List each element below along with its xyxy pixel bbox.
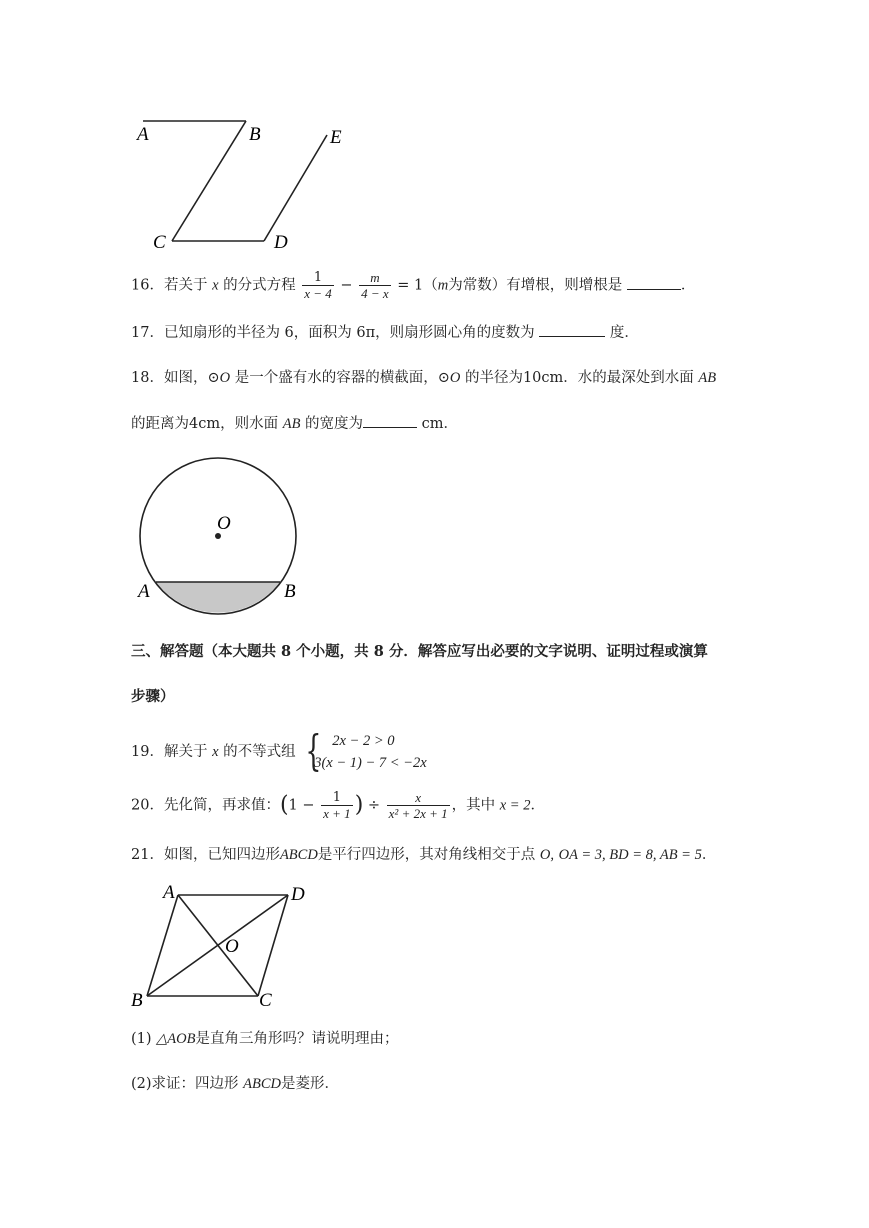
question-18-line-2	[131, 413, 458, 434]
q18-ab2: AB	[282, 416, 301, 432]
q16-f2-denominator: 4 − x	[361, 286, 389, 301]
point-label-d: D	[291, 884, 305, 905]
q16-paren-text: 为常数）有增根，则增根是	[448, 277, 623, 294]
q19-mid: 的不等式组	[223, 744, 296, 760]
q16-var-x: x	[212, 277, 219, 294]
q21-1-text: 是直角三角形吗？请说明理由；	[195, 1031, 399, 1047]
point-label-e: E	[330, 127, 342, 148]
q16-f1-denominator: x − 4	[304, 286, 332, 301]
q18-line1-a: 18．如图，⊙	[131, 370, 220, 386]
q19-inequality-2: 3(x − 1) − 7 < −2x	[314, 755, 427, 771]
q20-fraction-2	[387, 790, 450, 821]
question-21-part-2	[131, 1074, 339, 1094]
q18-line1-b: 是一个盛有水的容器的横截面，⊙	[234, 370, 450, 386]
q20-one-minus: 1 −	[288, 797, 315, 814]
q18-line2-c: cm．	[421, 416, 459, 432]
q19-var-x: x	[212, 744, 219, 760]
q16-f1-numerator: 1	[302, 270, 334, 286]
point-label-o: O	[225, 936, 239, 957]
q16-paren-open: （	[423, 277, 438, 294]
q20-div: ÷	[367, 797, 381, 814]
q21-mid: 是平行四边形，其对角线相交于点	[317, 847, 536, 863]
q18-line1-c: 的半径为10cm．水的最深处到水面	[464, 370, 694, 386]
question-17	[131, 322, 639, 343]
q18-line2-a: 的距离为4cm，则水面	[131, 416, 279, 432]
question-18-line-1	[131, 368, 716, 388]
q16-eq: = 1	[397, 277, 424, 294]
q21-point-o: O,	[539, 847, 555, 863]
q16-answer-blank[interactable]	[627, 275, 681, 290]
q16-fraction-2	[359, 270, 391, 301]
q18-answer-blank[interactable]	[363, 413, 417, 428]
figure-circle-water	[128, 456, 308, 618]
question-20	[131, 790, 545, 821]
question-16	[131, 270, 695, 301]
q17-end: 度．	[609, 325, 639, 341]
question-21-part-1	[131, 1029, 399, 1049]
q16-mid: 的分式方程	[223, 277, 296, 294]
q16-fraction-1	[302, 270, 334, 301]
section-3-heading-line-1: 三、解答题（本大题共 8 个小题，共 8 分．解答应写出必要的文字说明、证明过程或演算	[131, 643, 708, 660]
q18-o1: O	[219, 370, 231, 386]
point-label-b: B	[284, 581, 296, 602]
paren-left-icon: (	[279, 792, 289, 818]
q21-end: ．	[701, 847, 717, 863]
q16-minus: −	[340, 277, 353, 294]
q16-var-m: m	[437, 277, 449, 294]
q16-f2-numerator: m	[359, 270, 391, 286]
q18-o2: O	[449, 370, 461, 386]
point-label-b: B	[131, 990, 143, 1011]
q20-condition: x = 2	[499, 797, 531, 814]
point-label-a: A	[137, 124, 149, 145]
q17-answer-blank[interactable]	[539, 322, 605, 337]
brace-icon: {	[305, 726, 322, 775]
q21-2-abcd: ABCD	[243, 1076, 282, 1092]
q21-2-prefix: (2)求证：四边形	[131, 1076, 239, 1092]
q18-ab1: AB	[698, 370, 717, 386]
figure-parallelogram-abcd	[128, 880, 328, 1012]
point-label-b: B	[249, 124, 261, 145]
question-19	[131, 726, 427, 775]
q19-inequality-1: 2x − 2 > 0	[332, 733, 395, 749]
point-label-a: A	[163, 882, 175, 903]
q20-f1-numerator: 1	[321, 790, 353, 806]
point-label-d: D	[274, 232, 288, 253]
q19-prefix: 19．解关于	[131, 744, 208, 760]
q21-2-text: 是菱形．	[281, 1076, 340, 1092]
q16-end: ．	[680, 277, 696, 294]
q20-mid: ，其中	[451, 797, 496, 814]
q21-given: OA = 3, BD = 8, AB = 5	[558, 847, 702, 863]
question-21	[131, 845, 716, 865]
q21-1-triangle: △AOB	[156, 1031, 196, 1047]
paren-right-icon: )	[354, 792, 364, 818]
q17-text: 17．已知扇形的半径为 6，面积为 6π，则扇形圆心角的度数为	[131, 325, 535, 341]
q18-line2-b: 的宽度为	[305, 416, 364, 432]
q20-fraction-1	[321, 790, 353, 821]
figure-parallel-lines	[125, 112, 355, 257]
q21-1-prefix: (1)	[131, 1031, 152, 1047]
q20-prefix: 20．先化简，再求值：	[131, 797, 280, 814]
q20-f1-denominator: x + 1	[323, 806, 351, 821]
q19-inequality-system	[300, 726, 427, 775]
section-3-heading-line-2: 步骤）	[131, 688, 175, 705]
point-label-o: O	[217, 513, 231, 534]
point-label-c: C	[153, 232, 166, 253]
q16-prefix: 16．若关于	[131, 277, 208, 294]
q21-abcd: ABCD	[279, 847, 318, 863]
q20-f2-denominator: x² + 2x + 1	[388, 806, 448, 821]
q20-f2-numerator: x	[387, 790, 450, 806]
q20-end: ．	[530, 797, 545, 814]
q21-prefix: 21．如图，已知四边形	[131, 847, 280, 863]
point-label-a: A	[138, 581, 150, 602]
point-label-c: C	[259, 990, 272, 1011]
